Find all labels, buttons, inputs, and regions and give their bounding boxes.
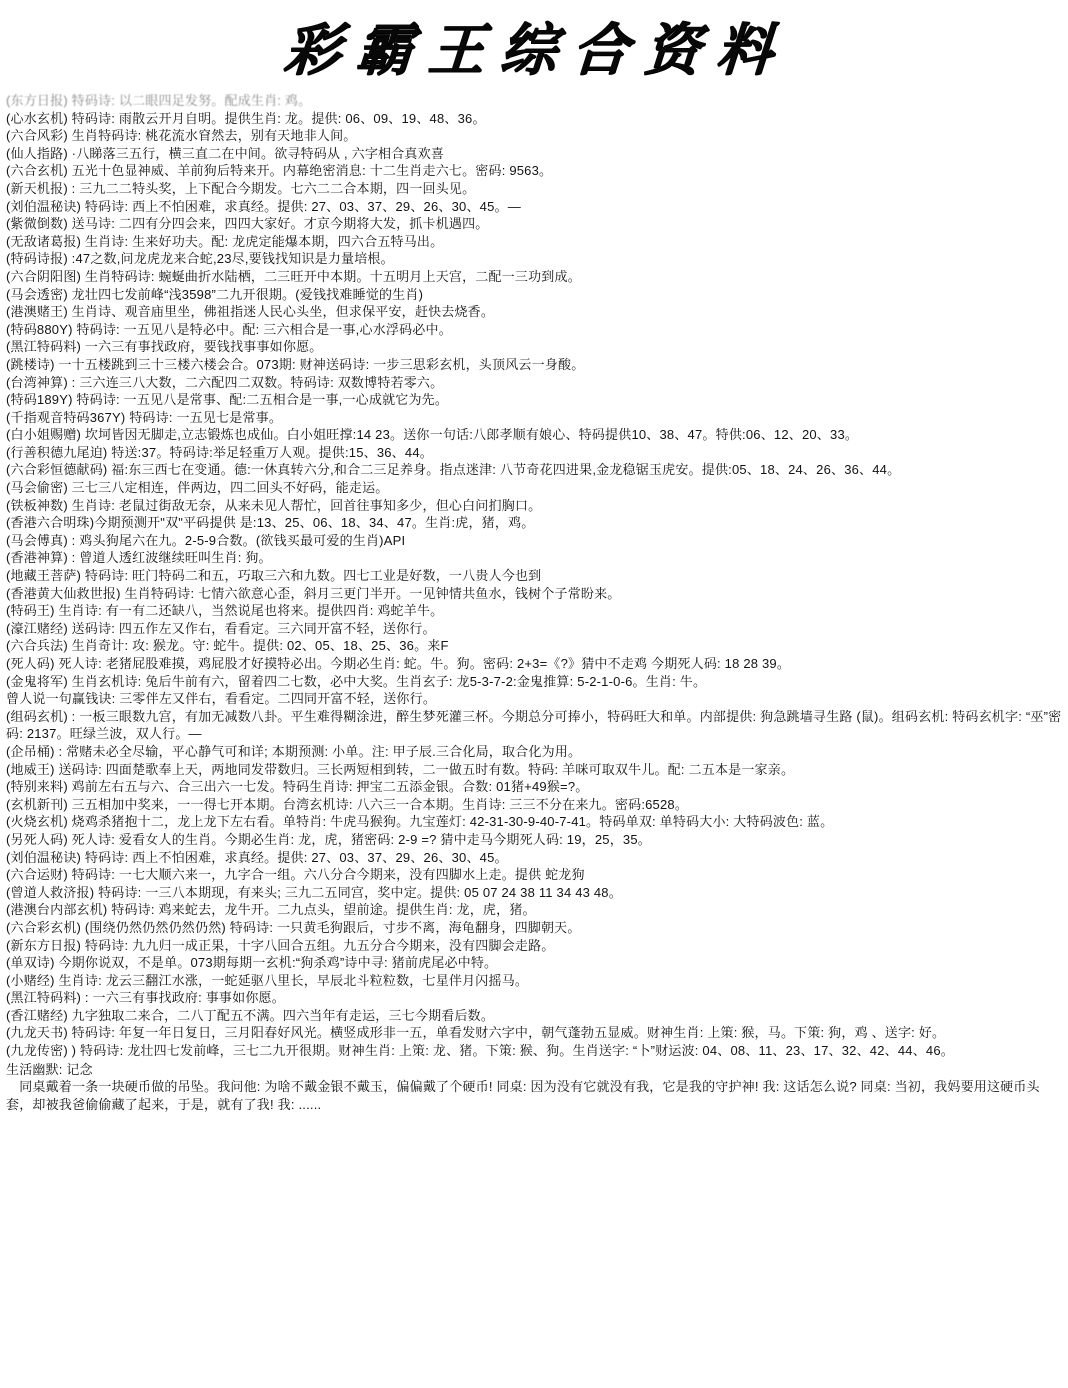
report-line: (另死人码) 死人诗: 爱看女人的生肖。今期必生肖: 龙，虎，猪密码: 2-9 =? 猜中走马今期死人码: 19，25，35。 — [6, 831, 651, 847]
report-line: (千指观音特码367Y) 特码诗: 一五见七是常事。 — [6, 409, 283, 425]
report-line: (心水玄机) 特码诗: 雨散云开月自明。提供生肖: 龙。提供: 06、09、19、48、36。 — [6, 110, 486, 126]
report-line: (濠江赌经) 送码诗: 四五作左又作右，看看定。三六同开富不轻，送你行。 — [6, 620, 436, 636]
report-line: 曾人说一句赢钱诀: 三零伴左又伴右，看看定。二四同开富不轻，送你行。 — [6, 691, 437, 707]
report-line: (金鬼将军) 生肖玄机诗: 兔后牛前有六，留着四二七数，必中大奖。生肖玄子: 龙5-3-7-2:金鬼推算: 5-2-1-0-6。生肖: 牛。 — [6, 673, 707, 689]
report-line: (铁板神数) 生肖诗: 老鼠过街敌无奈，从来未见人帮忙，回首往事知多少，但心白问扪胸口。 — [6, 497, 542, 513]
report-line: (特码诗报) :47之数,问龙虎龙来合蛇,23尽,要钱找知识是力量培根。 — [6, 251, 394, 267]
report-line: (紫微倒数) 送马诗: 二四有分四会来，四四大家好。才京今期将大发，抓卡机遇四。 — [6, 216, 489, 232]
report-line: (火烧玄机) 烧鸡杀猪抱十二，龙上龙下左右看。单特肖: 牛虎马猴狗。九宝莲灯: 42-31-30-9-40-7-41。特码单双: 单特码大小: 大特码波色: 蓝。 — [6, 814, 834, 830]
report-line: (六合风彩) 生肖特码诗: 桃花流水窅然去，别有天地非人间。 — [6, 128, 357, 144]
report-line: (玄机新刊) 三五相加中奖来，一一得七开本期。台湾玄机诗: 八六三一合本期。生肖诗: 三三不分在来九。密码:6528。 — [6, 796, 689, 812]
report-line: (跳楼诗) 一十五楼跳到三十三楼六楼会合。073期: 财神送码诗: 一步三思彩玄机，头顶风云一身酸。 — [6, 356, 585, 372]
report-line: (六合运财) 特码诗: 一七大顺六来一，九字合一组。六八分合今期来，没有四脚水上走。提供 蛇龙狗 — [6, 867, 585, 883]
report-line: (地藏王菩萨) 特码诗: 旺门特码二和五，巧取三六和九数。四七工业是好数，一八贵人今也到 — [6, 568, 542, 584]
report-line: (六合阴阳图) 生肖特码诗: 蜿蜒曲折水陆栖，二三旺开中本期。十五明月上天宫，二配一三功到成。 — [6, 268, 581, 284]
report-body — [6, 92, 1066, 1113]
report-line: (东方日报) 特码诗: 以二眼四足发努。配成生肖: 鸡。 — [6, 93, 312, 108]
report-line: (六合兵法) 生肖奇计: 攻: 猴龙。守: 蛇牛。提供: 02、05、18、25、36。来F — [6, 638, 449, 654]
report-line: (死人码) 死人诗: 老猪屁股难摸，鸡屁股才好摸特必出。今期必生肖: 蛇。牛。狗。密码: 2+3=《?》猜中不走鸡 今期死人码: 18 28 39。 — [6, 656, 791, 671]
report-line: (曾道人救济报) 特码诗: 一三八本期现，有来头; 三九二五同宫，奖中定。提供: 05 07 24 38 11 34 43 48。 — [6, 884, 622, 900]
report-line: (特码880Y) 特码诗: 一五见八是特必中。配: 三六相合是一事,心水浮码必中。 — [6, 321, 452, 337]
report-line: (马会傅真) : 鸡头狗尾六在九。2-5-9合数。(欲钱买最可爱的生肖)API — [6, 532, 406, 548]
report-line: (小赌经) 生肖诗: 龙云三翻江水涨，一蛇延驱八里长，早辰北斗粒粒数，七星伴月闪摇马。 — [6, 972, 529, 988]
report-line: (特别来料) 鸡前左右五与六、合三出六一七发。特码生肖诗: 押宝二五添金银。合数: 01猪+49猴=?。 — [6, 779, 589, 795]
report-line: (刘伯温秘诀) 特码诗: 西上不怕困难，求真经。提供: 27、03、37、29、26、30、45。 — [6, 849, 508, 865]
report-line: (香港神算) : 曾道人透红波继续旺叫生肖: 狗。 — [6, 550, 272, 566]
report-line: (黑江特码料) 一六三有事找政府，要钱找事事如你愿。 — [6, 339, 323, 355]
report-line: (黑江特码料) : 一六三有事找政府: 事事如你愿。 — [6, 990, 285, 1006]
report-line: (港澳台内部玄机) 特码诗: 鸡来蛇去，龙牛开。二九点头，望前途。提供生肖: 龙，虎，猪。 — [6, 902, 536, 918]
report-line: (港澳赌王) 生肖诗、观音庙里坐，佛祖指迷人民心头坐，但求保平安，赶快去烧香。 — [6, 304, 495, 320]
report-line: (特码189Y) 特码诗: 一五见八是常事、配:二五相合是一事,一心成就它为先。 — [6, 392, 449, 408]
report-line: (六合玄机) 五光十色显神威、羊前狗后特来开。内幕绝密消息: 十二生肖走六七。密码: 9563。 — [6, 163, 553, 179]
page-title: 彩霸王综合资料 — [281, 18, 791, 81]
report-line: (新天机报) : 三九二二特头奖，上下配合今期发。七六二二合本期，四一回头见。 — [6, 180, 476, 196]
report-line: (六合彩恒德献码) 福:东三西七在变通。德:一休真转六分,和合二三足养身。指点迷津: 八节奇花四进果,金龙稳锯玉虎安。提供:05、18、24、26、36、44。 — [6, 462, 901, 478]
report-line: 同桌戴着一条一块硬币做的吊坠。我问他: 为啥不戴金银不戴玉，偏偏戴了个硬币! 同桌: 因为没有它就没有我，它是我的守护神! 我: 这话怎么说? 同桌: 当初，我妈要用这硬币头套，却被我爸偷偷藏了起来，于是，就有了我! 我: ...... — [6, 1079, 1040, 1112]
report-line: (九龙传密) ) 特码诗: 龙壮四七发前峰，三七二九开很期。财神生肖: 上策: 龙、猪。下策: 猴、狗。生肖送字: “卜”财运波: 04、08、11、23、17、32、42、44、46。 — [6, 1043, 954, 1059]
report-line: (六合彩玄机) (围绕仍然仍然仍然仍然) 特码诗: 一只黄毛狗跟后，寸步不离，海龟翻身，四脚朝天。 — [6, 919, 581, 935]
report-line: (无敌诸葛报) 生肖诗: 生来好功夫。配: 龙虎定能爆本期，四六合五特马出。 — [6, 233, 444, 249]
report-line: (马会偷密) 三七三八定相连，伴两边，四二回头不好码，能走运。 — [6, 480, 389, 496]
report-line: (马会透密) 龙壮四七发前峰“浅3598”二九开很期。(爱钱找难睡觉的生肖) — [6, 286, 424, 302]
report-line: (行善积德九尾迫) 特送:37。特码诗:举足轻重万人观。提供:15、36、44。 — [6, 444, 433, 460]
report-line: (仙人指路) ·八睇落三五行，横三直二在中间。欲寻特码从 , 六字相合真欢喜 — [6, 145, 445, 161]
report-line: (刘伯温秘诀) 特码诗: 西上不怕困难，求真经。提供: 27、03、37、29、26、30、45。— — [6, 198, 521, 214]
report-line: (九龙天书) 特码诗: 年复一年日复日，三月阳春好风光。横竖成形非一五，单看发财六字中，朝气蓬勃五显威。财神生肖: 上策: 猴，马。下策: 狗，鸡 、送字: 好。 — [6, 1025, 946, 1041]
report-line: (单双诗) 今期你说双，不是单。073期每期一玄机:“狗杀鸡”诗中寻: 猪前虎尾必中特。 — [6, 955, 498, 971]
report-line: (组码玄机) : 一板三眼数九宫，有加无减数八卦。平生难得糊涂进，醉生梦死灌三杯。今期总分可捧小，特码旺大和单。内部提供: 狗急跳墙寻生路 (鼠)。组码玄机: 特码玄机字: “巫”密码: 2137。旺绿兰波，双人行。— — [6, 708, 1062, 742]
report-line: (企吊桶) : 常赌未必全尽输，平心静气可和详; 本期预测: 小单。注: 甲子辰.三合化局，取合化为用。 — [6, 743, 582, 759]
report-line: (白小姐赐赠) 坎坷皆因无脚走,立志锻炼也成仙。白小姐旺撑:14 23。送你一句话:八郎孝顺有娘心、特码提供10、38、47。特供:06、12、20、33。 — [6, 427, 859, 443]
report-line: (地威王) 送码诗: 四面楚歌奉上天，两地同发带数归。三长两短相到转，二一做五时有数。特码: 羊咪可取双牛儿。配: 二五本是一家亲。 — [6, 761, 795, 777]
report-line: (香港黄大仙救世报) 生肖特码诗: 七情六欲意心歪，斜月三更门半开。一见钟情共鱼水，钱树个子常盼来。 — [6, 585, 621, 601]
report-line: (新东方日报) 特码诗: 九九归一成正果，十字八回合五组。九五分合今期来，没有四脚会走路。 — [6, 937, 555, 953]
report-line: 生活幽默: 记念 — [6, 1061, 93, 1077]
report-line: (台湾神算) : 三六连三八大数，二六配四二双数。特码诗: 双数博特若零六。 — [6, 374, 444, 390]
report-line: (特码王) 生肖诗: 有一有二还缺八，当然说尾也将来。提供四肖: 鸡蛇羊牛。 — [6, 603, 444, 619]
report-line: (香港六合明珠)今期预测开"双"平码提供 是:13、25、06、18、34、47。生肖:虎，猪，鸡。 — [6, 515, 535, 531]
report-line: (香江赌经) 九字独取二来合，二八丁配五不满。四六当年有走运，三七今期看后数。 — [6, 1007, 495, 1023]
